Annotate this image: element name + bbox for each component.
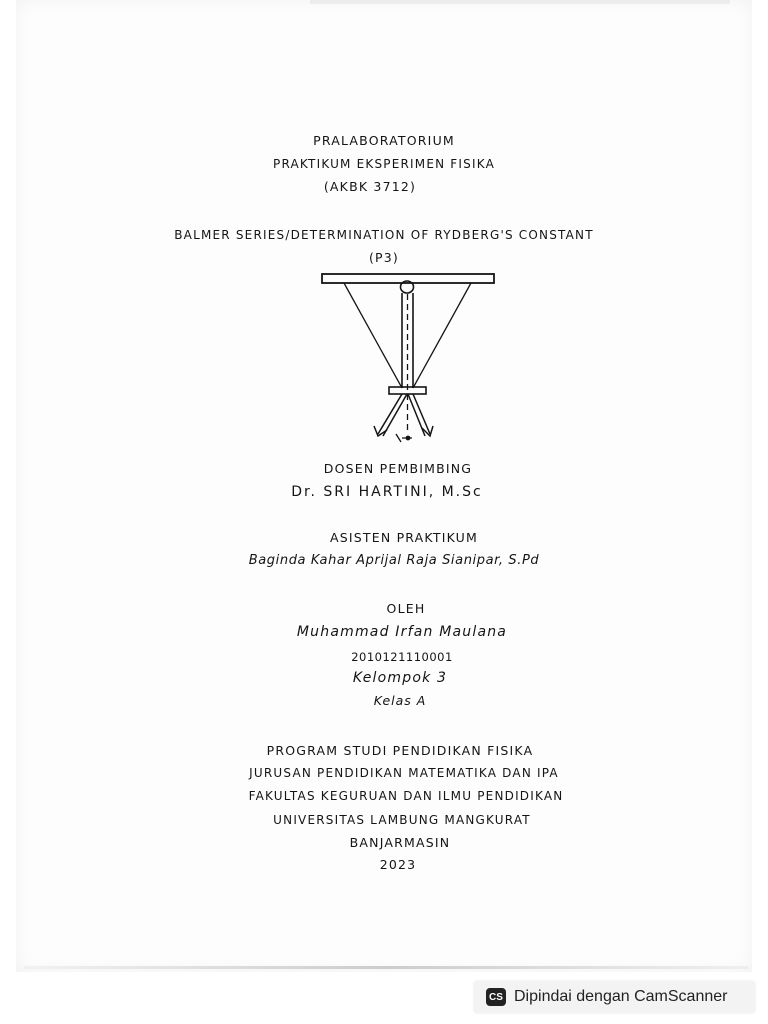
class-name: Kelas A [373,693,427,708]
title-line-2: PRAKTIKUM EKSPERIMEN FISIKA [273,157,495,171]
student-id: 2010121110001 [351,650,453,664]
department: JURUSAN PENDIDIKAN MATEMATIKA DAN IPA [249,766,559,780]
support-string-right [413,283,471,388]
page-edge [24,966,748,969]
course-code: (AKBK 3712) [323,179,417,194]
title-line-1: PRALABORATORIUM [313,133,455,148]
year: 2023 [379,857,417,872]
support-string-left [344,283,402,388]
angle-mark [396,434,412,442]
author-label: OLEH [386,601,426,616]
beam-left-1 [378,394,402,434]
experiment-code: (P3) [368,250,400,265]
scan-artifact [310,0,730,4]
camscanner-logo-icon: CS [486,988,506,1006]
author-name: Muhammad Irfan Maulana [296,624,508,640]
watermark-text: Dipindai dengan CamScanner [514,988,728,1005]
study-program: PROGRAM STUDI PENDIDIKAN FISIKA [266,743,534,758]
group-number: Kelompok 3 [352,670,448,686]
assistant-name: Baginda Kahar Aprijal Raja Sianipar, S.Pd [248,553,540,568]
apparatus-sketch [316,268,500,452]
experiment-title: BALMER SERIES/DETERMINATION OF RYDBERG'S CONSTANT [174,228,594,242]
assistant-label: ASISTEN PRAKTIKUM [330,530,478,545]
lecturer-name: Dr. SRI HARTINI, M.Sc [291,484,483,500]
city: BANJARMASIN [349,835,451,850]
camscanner-watermark [474,981,755,1013]
faculty: FAKULTAS KEGURUAN DAN ILMU PENDIDIKAN [248,789,564,803]
lecturer-label: DOSEN PEMBIMBING [323,461,473,476]
university: UNIVERSITAS LAMBUNG MANGKURAT [273,813,531,827]
